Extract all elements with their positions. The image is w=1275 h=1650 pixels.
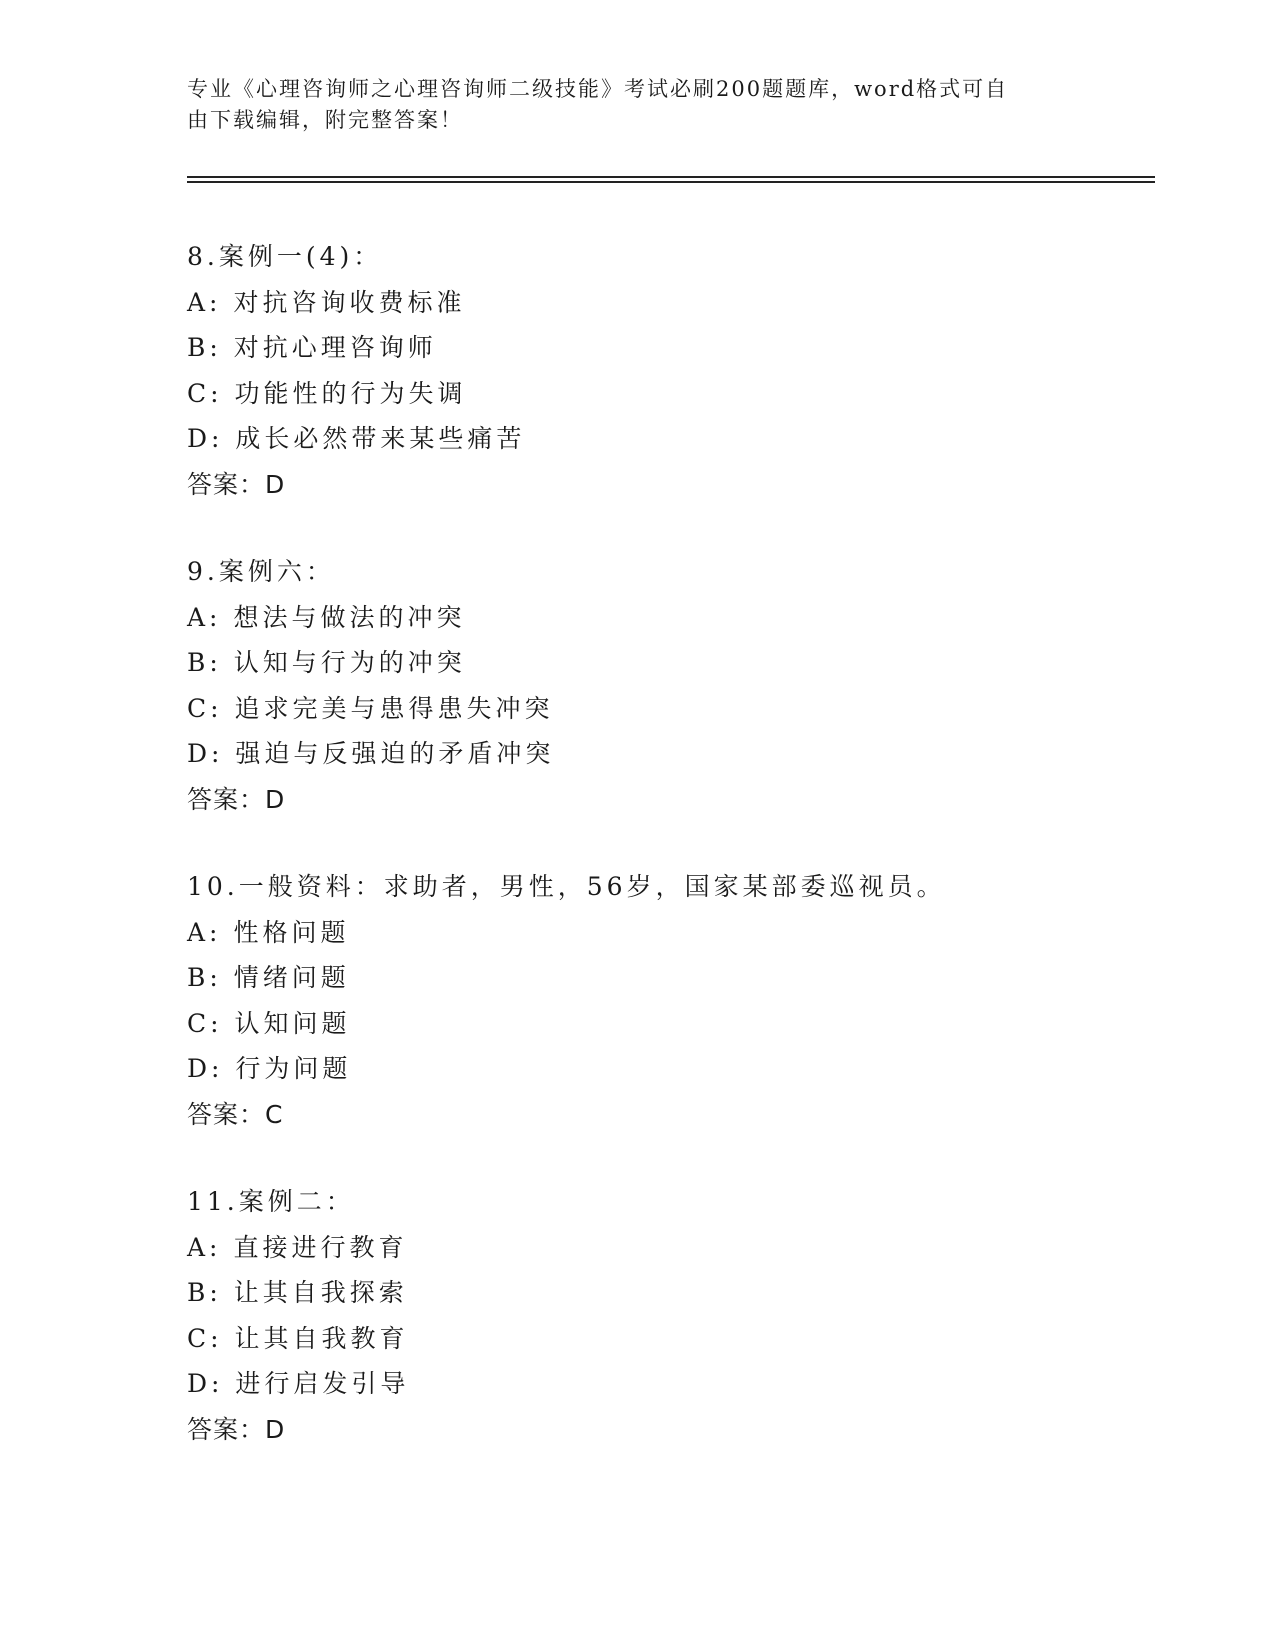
answer-line: 答案：D	[187, 469, 286, 499]
option-letter: C:	[187, 1323, 223, 1353]
option-c	[187, 371, 1155, 417]
option-d	[187, 731, 1155, 777]
option-letter: D:	[187, 424, 224, 453]
option-letter: A:	[187, 1232, 222, 1262]
option-letter: C:	[187, 378, 223, 408]
header-line-2: 由下载编辑，附完整答案！	[187, 108, 463, 132]
option-b	[187, 325, 1155, 371]
option-letter: A:	[187, 287, 222, 317]
option-a	[187, 910, 1155, 956]
option-text: 认知与行为的冲突	[233, 648, 466, 677]
question-stem: 11.案例二：	[187, 1187, 355, 1216]
header-divider-top	[187, 176, 1155, 178]
option-text: 直接进行教育	[233, 1232, 408, 1262]
option-c	[187, 686, 1155, 732]
header-line-1: 专业《心理咨询师之心理咨询师二级技能》考试必刷200题题库，word格式可自	[187, 77, 1009, 101]
option-c	[187, 1316, 1155, 1362]
option-b	[187, 955, 1155, 1001]
option-text: 想法与做法的冲突	[233, 602, 466, 632]
option-text: 追求完美与患得患失冲突	[234, 693, 554, 723]
header-divider-bottom	[187, 181, 1155, 183]
question-stem: 9.案例六：	[187, 557, 335, 586]
question-8	[187, 234, 1155, 507]
option-a	[187, 280, 1155, 326]
option-letter: D:	[187, 1369, 224, 1398]
option-text: 认知问题	[234, 1008, 351, 1038]
option-text: 成长必然带来某些痛苦	[235, 424, 526, 453]
answer-line: 答案：D	[187, 1414, 286, 1444]
option-letter: A:	[187, 602, 222, 632]
option-d	[187, 1046, 1155, 1092]
option-text: 性格问题	[233, 917, 350, 947]
option-text: 情绪问题	[233, 963, 350, 992]
option-a	[187, 595, 1155, 641]
answer-line: 答案：C	[187, 1099, 284, 1129]
question-list	[187, 234, 1155, 1494]
option-text: 让其自我教育	[234, 1323, 409, 1353]
question-9	[187, 549, 1155, 822]
question-stem: 8.案例一(4)：	[187, 242, 383, 271]
option-letter: B:	[187, 648, 222, 677]
question-stem: 10.一般资料：求助者，男性，56岁，国家某部委巡视员。	[187, 872, 946, 901]
document-header	[187, 74, 1067, 136]
option-letter: B:	[187, 1278, 222, 1307]
option-text: 进行启发引导	[235, 1369, 410, 1398]
option-letter: A:	[187, 917, 222, 947]
option-letter: D:	[187, 739, 224, 768]
option-text: 强迫与反强迫的矛盾冲突	[235, 739, 555, 768]
option-text: 对抗咨询收费标准	[233, 287, 466, 317]
option-text: 让其自我探索	[233, 1278, 408, 1307]
option-letter: C:	[187, 693, 223, 723]
option-text: 对抗心理咨询师	[233, 333, 437, 362]
option-d	[187, 416, 1155, 462]
option-c	[187, 1001, 1155, 1047]
option-letter: D:	[187, 1054, 224, 1083]
question-10	[187, 864, 1155, 1137]
question-11	[187, 1179, 1155, 1452]
answer-line: 答案：D	[187, 784, 286, 814]
option-b	[187, 1270, 1155, 1316]
option-letter: B:	[187, 333, 222, 362]
option-text: 行为问题	[235, 1054, 352, 1083]
option-letter: C:	[187, 1008, 223, 1038]
option-letter: B:	[187, 963, 222, 992]
option-text: 功能性的行为失调	[234, 378, 467, 408]
option-d	[187, 1361, 1155, 1407]
option-b	[187, 640, 1155, 686]
option-a	[187, 1225, 1155, 1271]
